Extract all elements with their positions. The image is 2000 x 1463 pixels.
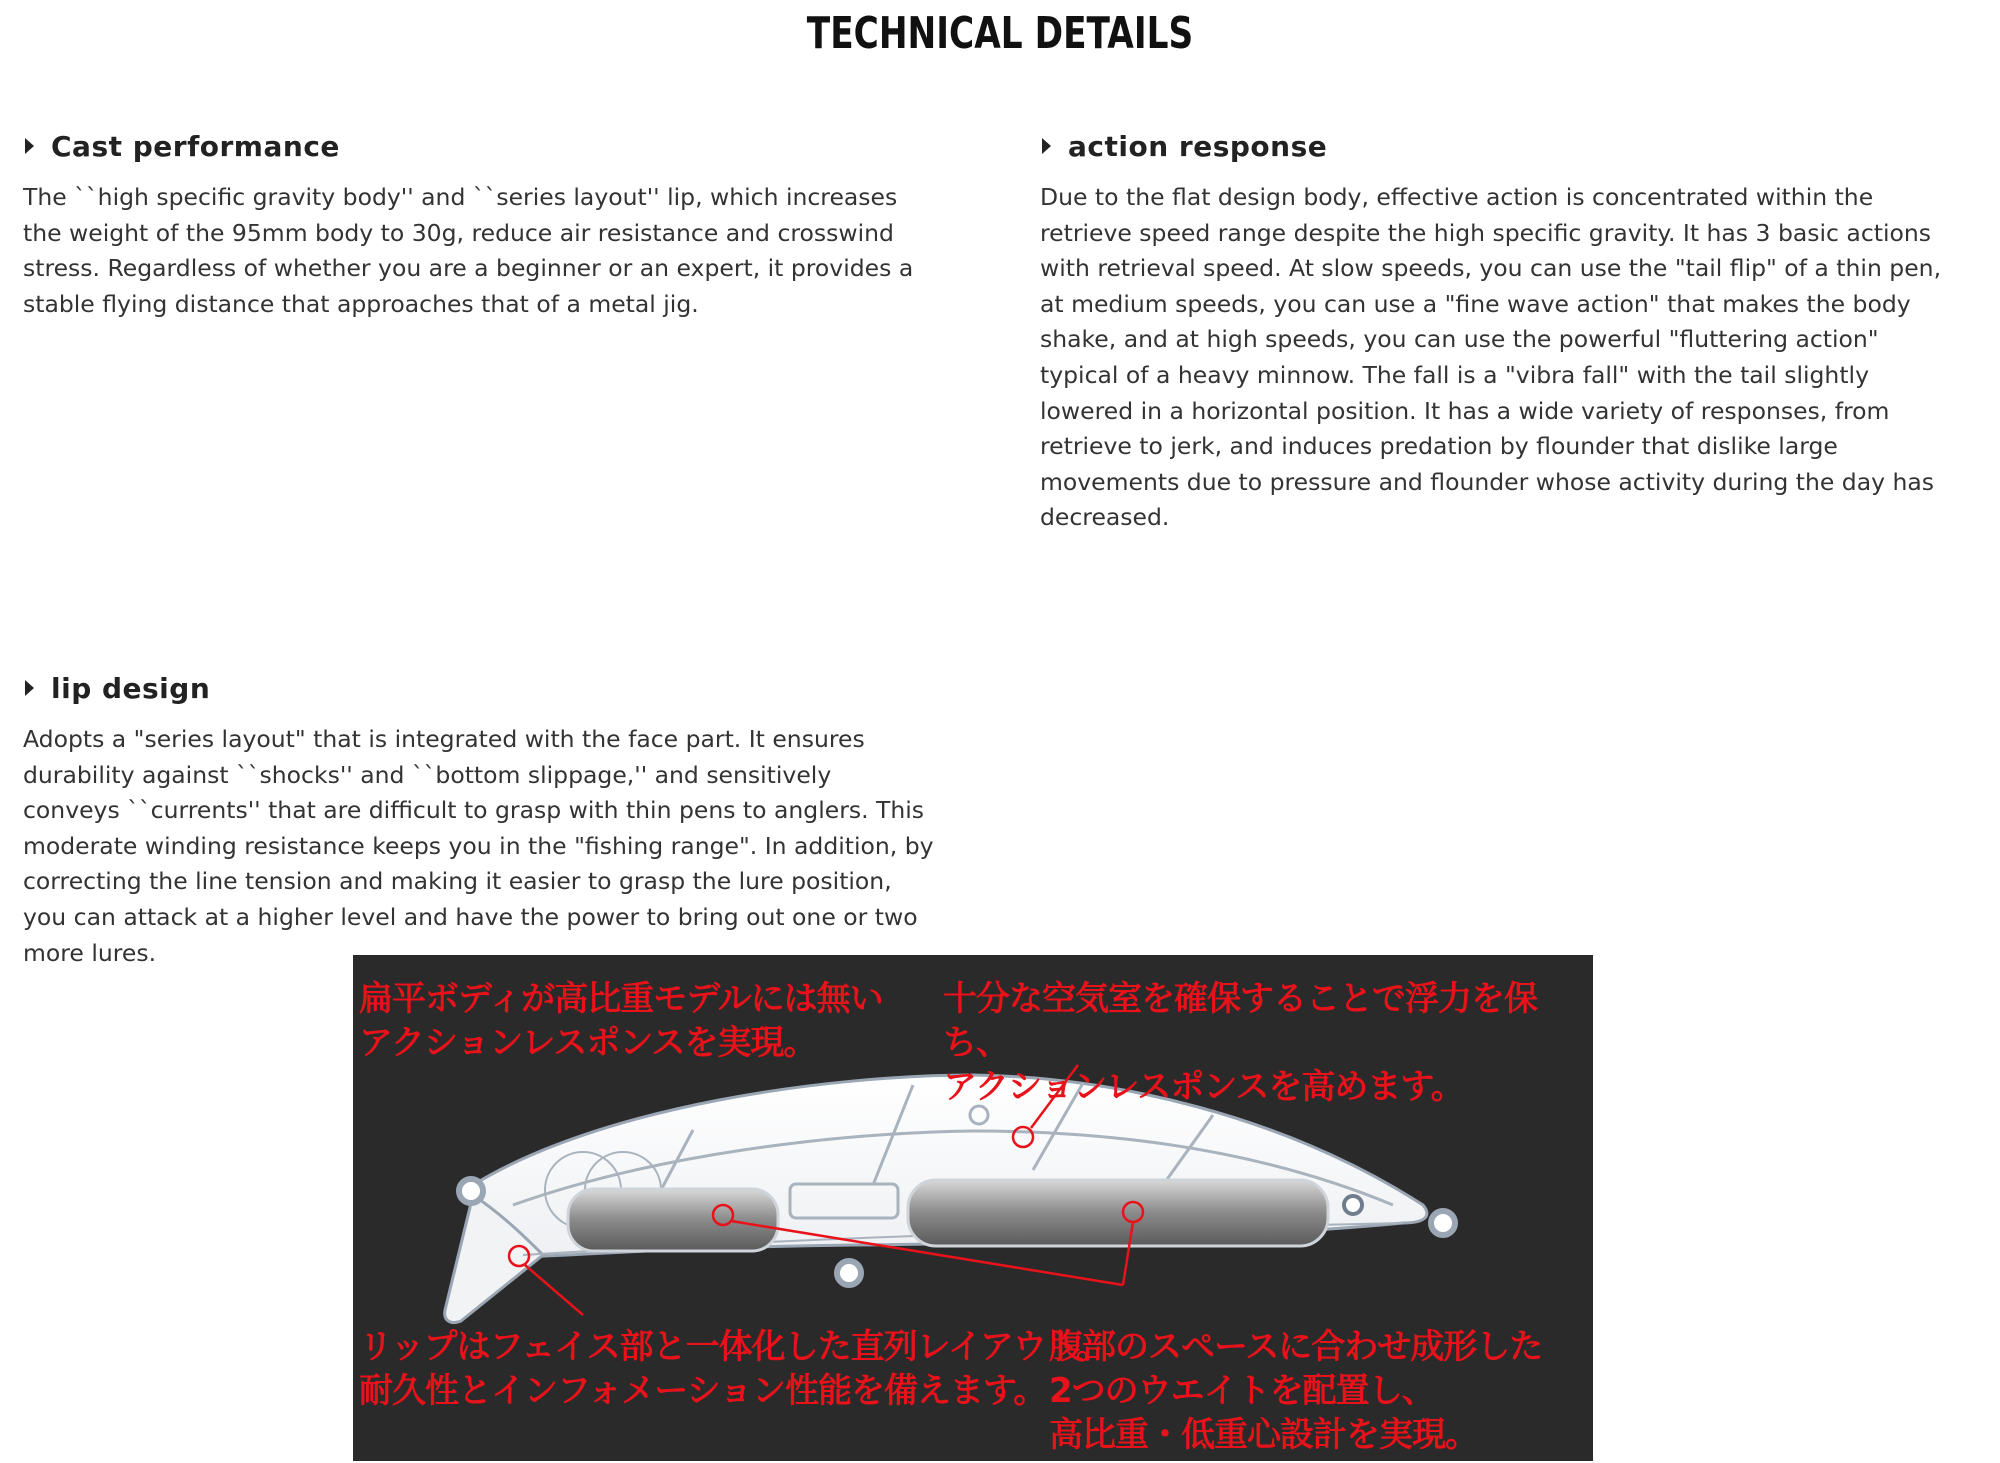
caption-top-left: 扁平ボディが高比重モデルには無い アクションレスポンスを実現。 [359, 979, 883, 1063]
caption-bottom-left: リップはフェイス部と一体化した直列レイアウト。 耐久性とインフォメーション性能を備えます。 [359, 1327, 1109, 1411]
tail-eye [1431, 1211, 1455, 1235]
section-heading-text: lip design [51, 671, 211, 705]
lure-diagram [353, 955, 1593, 1461]
rear-weight [908, 1180, 1328, 1246]
section-action-response [1040, 126, 2000, 536]
page-title: TECHNICAL DETAILS [806, 8, 1194, 59]
belly-eye [837, 1261, 861, 1285]
section-heading-text: action response [1068, 129, 1328, 163]
caption-top-right: 十分な空気室を確保することで浮力を保ち、 アクションレスポンスを高めます。 [943, 979, 1537, 1107]
section-lip-design [23, 668, 1013, 971]
section-heading [23, 668, 1013, 708]
section-heading [1040, 126, 2000, 166]
section-body: Adopts a "series layout" that is integrated with the face part. It ensures durability against ``shocks'' and ``bottom slippage,'' and sensitively conveys ``currents'' that are difficult to grasp with thin pens to anglers. This moderate winding resistance keeps you in the "fishing range". In addition, by correcting the line tension and making it easier to grasp the lure position, you can attack at a higher level and have the power to bring out one or two more lures. [23, 725, 934, 967]
front-weight [568, 1189, 778, 1251]
caret-right-icon [1042, 138, 1051, 154]
caret-right-icon [25, 138, 34, 154]
section-body: Due to the flat design body, effective action is concentrated within the retrieve speed range despite the high specific gravity. It has 3 basic actions with retrieval speed. At slow speeds, you can use the "tail flip" of a thin pen, at medium speeds, you can use a "fine wave action" that makes the body shake, and at high speeds, you can use the powerful "fluttering action" typical of a heavy minnow. The fall is a "vibra fall" with the tail slightly lowered in a horizontal position. It has a wide variety of responses, from retrieve to jerk, and induces predation by flounder that dislike large movements due to pressure and flounder whose activity during the day has decreased. [1040, 183, 1942, 532]
section-cast-performance [23, 126, 983, 322]
section-heading-text: Cast performance [51, 129, 340, 163]
nose-eye [459, 1179, 483, 1203]
section-heading [23, 126, 983, 166]
caption-bottom-right: 腹部のスペースに合わせ成形した 2つのウエイトを配置し、 高比重・低重心設計を実現。 [1049, 1327, 1543, 1455]
section-body: The ``high specific gravity body'' and ``series layout'' lip, which increases the weight of the 95mm body to 30g, reduce air resistance and crosswind stress. Regardless of whether you are a beginner or an expert, it provides a stable flying distance that approaches that of a metal jig. [23, 183, 914, 318]
caret-right-icon [25, 680, 34, 696]
